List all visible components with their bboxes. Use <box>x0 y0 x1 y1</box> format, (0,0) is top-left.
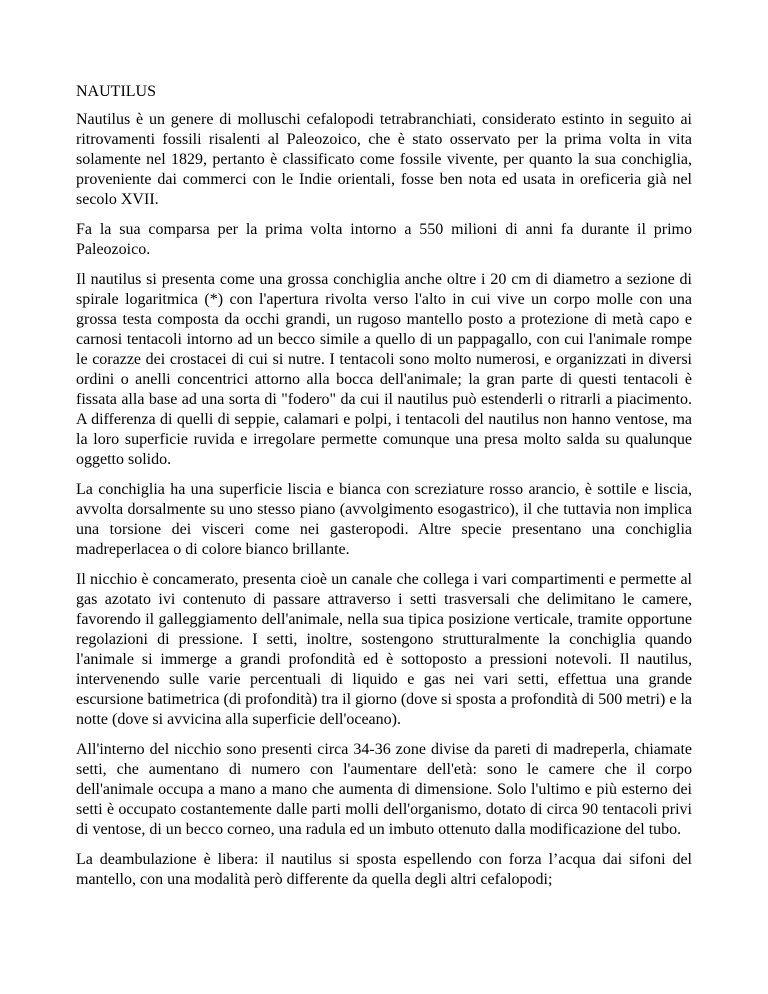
paragraph-appearance: Fa la sua comparsa per la prima volta intorno a 550 milioni di anni fa durante il primo Paleozoico. <box>76 221 692 258</box>
document-title: NAUTILUS <box>76 83 156 100</box>
paragraph-chambers: Il nicchio è concamerato, presenta cioè un canale che collega i vari compartimenti e permette al gas azotato ivi contenuto di passare attraverso i setti trasversali che delimitano le camere, favorendo il galleggiamento dell'animale, nella sua tipica posizione verticale, tramite opportune regolazioni di pressione. I setti, inoltre, sostengono strutturalmente la conchiglia quando l'animale si immerge a grandi profondità ed è sottoposto a pressioni notevoli. Il nautilus, intervenendo sulle varie percentuali di liquido e gas nei vari setti, effettua una grande escursione batimetrica (di profondità) tra il giorno (dove si sposta a profondità di 500 metri) e la notte (dove si avvicina alla superficie dell'oceano). <box>76 571 692 728</box>
paragraph-shell: La conchiglia ha una superficie liscia e bianca con screziature rosso arancio, è sottile e liscia, avvolta dorsalmente su uno stesso piano (avvolgimento esogastrico), il che tuttavia non implica una torsione dei visceri come nei gasteropodi. Altre specie presentano una conchiglia madreperlacea o di colore bianco brillante. <box>76 481 692 558</box>
paragraph-description: Il nautilus si presenta come una grossa conchiglia anche oltre i 20 cm di diametro a sezione di spirale logaritmica (*) con l'apertura rivolta verso l'alto in cui vive un corpo molle con una grossa testa composta da occhi grandi, un rugoso mantello posto a protezione di metà capo e carnosi tentacoli intorno ad un becco simile a quello di un pappagallo, con cui l'animale rompe le corazze dei crostacei di cui si nutre. I tentacoli sono molto numerosi, e organizzati in diversi ordini o anelli concentrici attorno alla bocca dell'animale; la gran parte di questi tentacoli è fissata alla base ad una sorta di "fodero" da cui il nautilus può estenderli o ritrarli a piacimento. A differenza di quelli di seppie, calamari e polpi, i tentacoli del nautilus non hanno ventose, ma la loro superficie ruvida e irregolare permette comunque una presa molto salda su qualunque oggetto solido. <box>76 271 692 468</box>
paragraph-septa: All'interno del nicchio sono presenti circa 34-36 zone divise da pareti di madreperla, chiamate setti, che aumentano di numero con l'aumentare dell'età: sono le camere che il corpo dell'animale occupa a mano a mano che aumenta di dimensione. Solo l'ultimo e più esterno dei setti è occupato costantemente dalle parti molli dell'organismo, dotato di circa 90 tentacoli privi di ventose, di un becco corneo, una radula ed un imbuto ottenuto dalla modificazione del tubo. <box>76 741 692 838</box>
document-page <box>76 82 692 900</box>
paragraph-intro: Nautilus è un genere di molluschi cefalopodi tetrabranchiati, considerato estinto in seguito ai ritrovamenti fossili risalenti al Paleozoico, che è stato osservato per la prima volta in vita solamente nel 1829, pertanto è classificato come fossile vivente, per quanto la sua conchiglia, proveniente dai commerci con le Indie orientali, fosse ben nota ed usata in oreficeria già nel secolo XVII. <box>76 111 692 208</box>
paragraph-locomotion: La deambulazione è libera: il nautilus si sposta espellendo con forza l’acqua dai sifoni del mantello, con una modalità però differente da quella degli altri cefalopodi; <box>76 851 692 888</box>
